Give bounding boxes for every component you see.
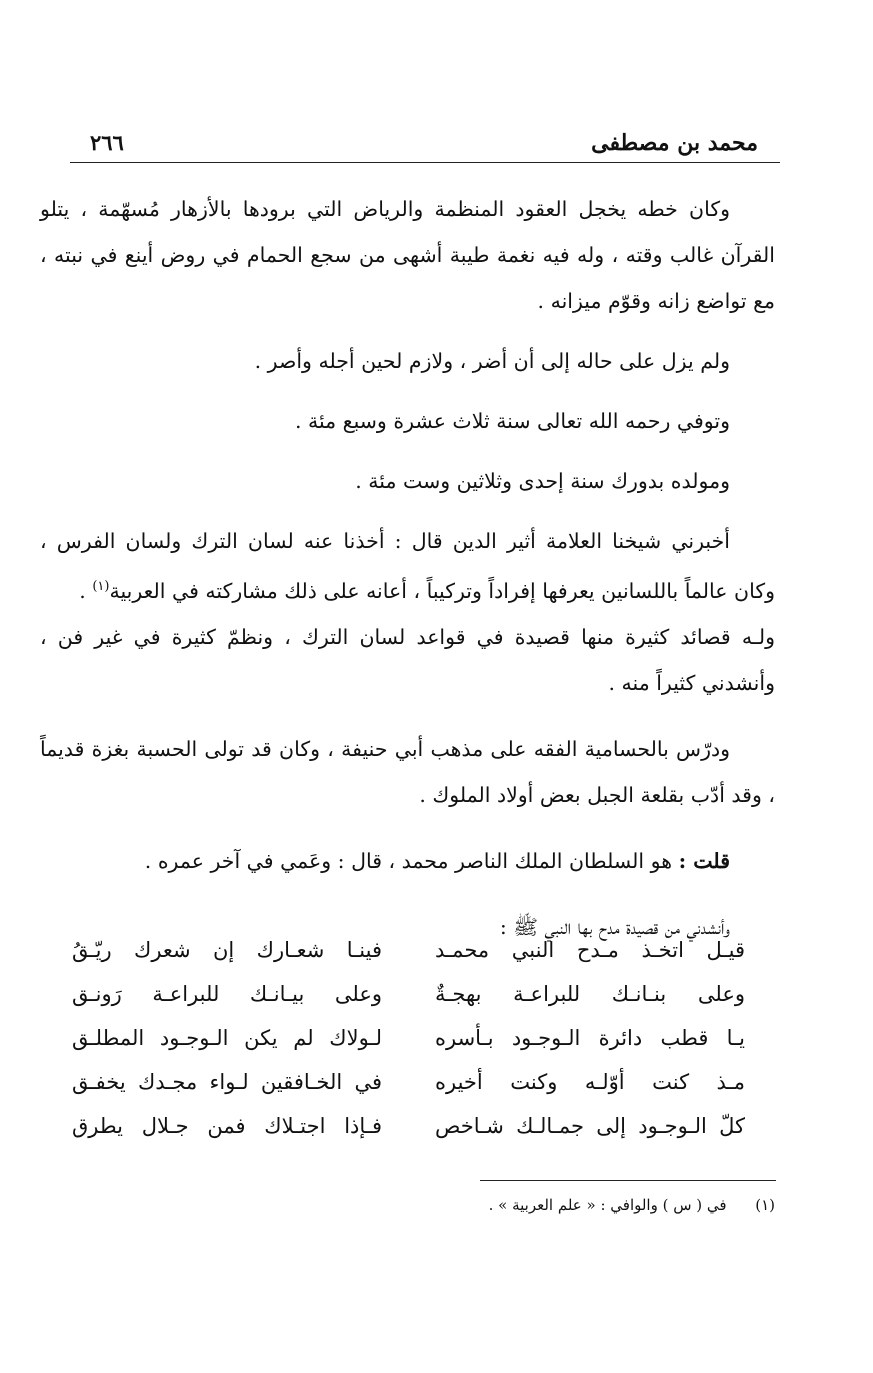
verse-first-hemistich: قيـل اتخـذ مـدح النبي محمـد <box>435 938 745 962</box>
poem-verse <box>60 982 750 1026</box>
verse-second-hemistich: في الخـافقين لـواء مجـدك يخفـق <box>72 1070 382 1094</box>
footnote <box>489 1196 775 1214</box>
poem-verse <box>60 1026 750 1070</box>
verse-second-hemistich: لـولاك لم يكن الـوجـود المطلـق <box>72 1026 382 1050</box>
verse-second-hemistich: وعلى بيـانـك للبراعـة رَونـق <box>72 982 382 1006</box>
running-title: محمد بن مصطفى <box>591 130 758 156</box>
verse-first-hemistich: كلّ الـوجـود إلى جمـالـك شـاخص <box>435 1114 745 1138</box>
paragraph-text: أخبرني شيخنا العلامة أثير الدين قال : أخذنا عنه لسان الترك ولسان الفرس ، وكان عالماً باللسانين يعرفها إفراداً وتركيباً ، أعانه على ذلك مشاركته في العربية <box>40 529 775 603</box>
qult-label: قلت : <box>678 848 730 873</box>
verse-first-hemistich: مـذ كنت أوّلـه وكنت أخيره <box>435 1070 745 1094</box>
footnote-marker: (١) <box>92 579 110 594</box>
footnote-text: في ( س ) والوافي : « علم العربية » . <box>488 1196 727 1214</box>
paragraph <box>40 838 775 884</box>
verse-second-hemistich: فينـا شعـارك إن شعرك ريّـقُ <box>72 938 382 962</box>
paragraph: وأنشدني من قصيدة مدح بها النبي ﷺ : <box>499 914 730 939</box>
verse-first-hemistich: يـا قطب دائرة الـوجـود بـأسره <box>435 1026 745 1050</box>
paragraph-text: هو السلطان الملك الناصر محمد ، قال : وعَمي في آخر عمره . <box>144 848 673 873</box>
poem <box>60 938 750 1158</box>
page-number: ٢٦٦ <box>90 130 124 155</box>
paragraph: ومولده بدورك سنة إحدى وثلاثين وست مئة . <box>355 469 730 493</box>
paragraph: ولـه قصائد كثيرة منها قصيدة في قواعد لسان الترك ، ونظمّ كثيرة في غير فن ، وأنشدني كثيراً منه . <box>40 624 775 695</box>
main-text <box>40 186 775 950</box>
poem-verse <box>60 938 750 982</box>
paragraph <box>40 518 775 614</box>
verse-second-hemistich: فـإذا اجتـلاك فمن جـلال يطرق <box>72 1114 382 1138</box>
footnote-number: (١) <box>755 1196 775 1214</box>
poem-verse <box>60 1070 750 1114</box>
paragraph: وكان خطه يخجل العقود المنظمة والرياض التي برودها بالأزهار مُسهّمة ، يتلو القرآن غالب وقته ، وله فيه نغمة طيبة أشهى من سجع الحمام في روض أينع في نبته ، مع تواضع زانه وقوّم ميزانه . <box>40 197 775 313</box>
poem-verse <box>60 1114 750 1158</box>
paragraph: ودرّس بالحسامية الفقه على مذهب أبي حنيفة ، وكان قد تولى الحسبة بغزة قديماً ، وقد أدّب بقلعة الجبل بعض أولاد الملوك . <box>40 736 775 807</box>
footnote-separator <box>480 1180 776 1181</box>
paragraph: وتوفي رحمه الله تعالى سنة ثلاث عشرة وسبع مئة . <box>294 409 730 433</box>
running-header <box>70 128 780 163</box>
verse-first-hemistich: وعلى بنـانـك للبراعـة بهجـةٌ <box>435 982 745 1006</box>
paragraph: ولم يزل على حاله إلى أن أضر ، ولازم لحين أجله وأصر . <box>254 349 730 373</box>
paragraph-end: . <box>79 578 93 603</box>
